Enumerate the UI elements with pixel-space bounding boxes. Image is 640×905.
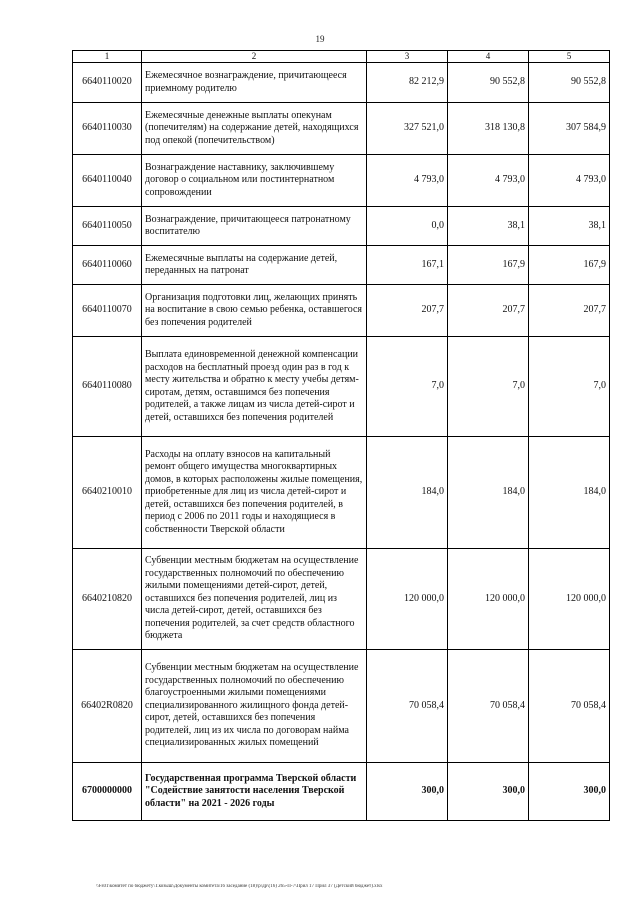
row-value-col3: 4 793,0: [367, 155, 448, 207]
row-value-col5: 184,0: [529, 437, 610, 549]
table-header-row: [73, 51, 610, 63]
header-col-5: 5: [529, 51, 610, 63]
footer-file-path: \\Fs01\комитет по бюджету\Т.козыш\Документы комитета\16 заседание (18)\р\др\(16) 265-П-7\Прил 17 Прил 37 (Детский бюджет).xlsx: [96, 884, 383, 889]
row-value-col5: 120 000,0: [529, 549, 610, 650]
row-value-col5: 70 058,4: [529, 650, 610, 763]
row-value-col4: 7,0: [448, 337, 529, 437]
row-value-col3: 120 000,0: [367, 549, 448, 650]
row-value-col4: 167,9: [448, 246, 529, 285]
row-value-col3: 167,1: [367, 246, 448, 285]
row-value-col4: 38,1: [448, 207, 529, 246]
row-value-col3: 82 212,9: [367, 63, 448, 103]
row-value-col4: 207,7: [448, 285, 529, 337]
row-value-col5: 207,7: [529, 285, 610, 337]
row-value-col4: 4 793,0: [448, 155, 529, 207]
budget-table: [72, 50, 610, 821]
row-description: Субвенции местным бюджетам на осуществление государственных полномочий по обеспечению благоустроенными жилыми помещениями специализированного жилищного фонда детей-сирот, детей, оставшихся без попечения родителей, лиц из их числа по договорам найма специализированных жилых помещений: [142, 650, 367, 763]
table-row: [73, 63, 610, 103]
row-value-col3: 7,0: [367, 337, 448, 437]
row-value-col4: 70 058,4: [448, 650, 529, 763]
row-value-col3: 327 521,0: [367, 103, 448, 155]
row-code: 6640110060: [73, 246, 142, 285]
header-col-2: 2: [142, 51, 367, 63]
table-row: [73, 437, 610, 549]
row-code: 66402R0820: [73, 650, 142, 763]
row-description: Субвенции местным бюджетам на осуществление государственных полномочий по обеспечению жилыми помещениями детей-сирот, детей, оставшихся без попечения родителей, лиц из числа детей-сирот, детей, оставшихся без попечения родителей, за счет средств областного бюджета: [142, 549, 367, 650]
row-code: 6640110030: [73, 103, 142, 155]
row-value-col3: 0,0: [367, 207, 448, 246]
row-description: Ежемесячное вознаграждение, причитающееся приемному родителю: [142, 63, 367, 103]
row-value-col3: 70 058,4: [367, 650, 448, 763]
row-value-col5: 167,9: [529, 246, 610, 285]
row-value-col5: 7,0: [529, 337, 610, 437]
table-row: [73, 103, 610, 155]
row-code: 6640110040: [73, 155, 142, 207]
row-value-col5: 38,1: [529, 207, 610, 246]
table-row: [73, 549, 610, 650]
row-description: Вознаграждение наставнику, заключившему договор о социальном или постинтернатном сопровождении: [142, 155, 367, 207]
row-value-col4: 120 000,0: [448, 549, 529, 650]
row-description: Государственная программа Тверской области "Содействие занятости населения Тверской области" на 2021 - 2026 годы: [142, 763, 367, 821]
row-code: 6640210820: [73, 549, 142, 650]
page-number: 19: [315, 34, 325, 44]
table-row: [73, 207, 610, 246]
row-value-col4: 318 130,8: [448, 103, 529, 155]
row-value-col4: 300,0: [448, 763, 529, 821]
row-code: 6640110020: [73, 63, 142, 103]
row-description: Вознаграждение, причитающееся патронатному воспитателю: [142, 207, 367, 246]
row-value-col3: 300,0: [367, 763, 448, 821]
row-value-col3: 184,0: [367, 437, 448, 549]
header-col-3: 3: [367, 51, 448, 63]
row-value-col4: 90 552,8: [448, 63, 529, 103]
row-description: Выплата единовременной денежной компенсации расходов на бесплатный проезд один раз в год к месту жительства и обратно к месту учебы детям-сиротам, детям, оставшимся без попечения родителей, а также лицам из числа детей-сирот и детей, оставшихся без попечения родителей: [142, 337, 367, 437]
table-row: [73, 337, 610, 437]
row-value-col5: 90 552,8: [529, 63, 610, 103]
row-value-col3: 207,7: [367, 285, 448, 337]
row-description: Организация подготовки лиц, желающих принять на воспитание в свою семью ребенка, оставшегося без попечения родителей: [142, 285, 367, 337]
row-value-col5: 4 793,0: [529, 155, 610, 207]
header-col-1: 1: [73, 51, 142, 63]
table-row: [73, 155, 610, 207]
table-row: [73, 650, 610, 763]
table-row: [73, 285, 610, 337]
row-value-col4: 184,0: [448, 437, 529, 549]
row-code: 6640110050: [73, 207, 142, 246]
row-description: Расходы на оплату взносов на капитальный ремонт общего имущества многоквартирных домов, в которых расположены жилые помещения, приобретенные для лиц из числа детей-сирот и детей, оставшихся без попечения родителей, в период с 2006 по 2011 годы и находящиеся в собственности Тверской области: [142, 437, 367, 549]
header-col-4: 4: [448, 51, 529, 63]
row-value-col5: 300,0: [529, 763, 610, 821]
row-description: Ежемесячные выплаты на содержание детей, переданных на патронат: [142, 246, 367, 285]
row-code: 6640210010: [73, 437, 142, 549]
row-description: Ежемесячные денежные выплаты опекунам (попечителям) на содержание детей, находящихся под опекой (попечительством): [142, 103, 367, 155]
row-code: 6700000000: [73, 763, 142, 821]
row-value-col5: 307 584,9: [529, 103, 610, 155]
table-row: [73, 246, 610, 285]
row-code: 6640110080: [73, 337, 142, 437]
table-row-program-total: [73, 763, 610, 821]
row-code: 6640110070: [73, 285, 142, 337]
